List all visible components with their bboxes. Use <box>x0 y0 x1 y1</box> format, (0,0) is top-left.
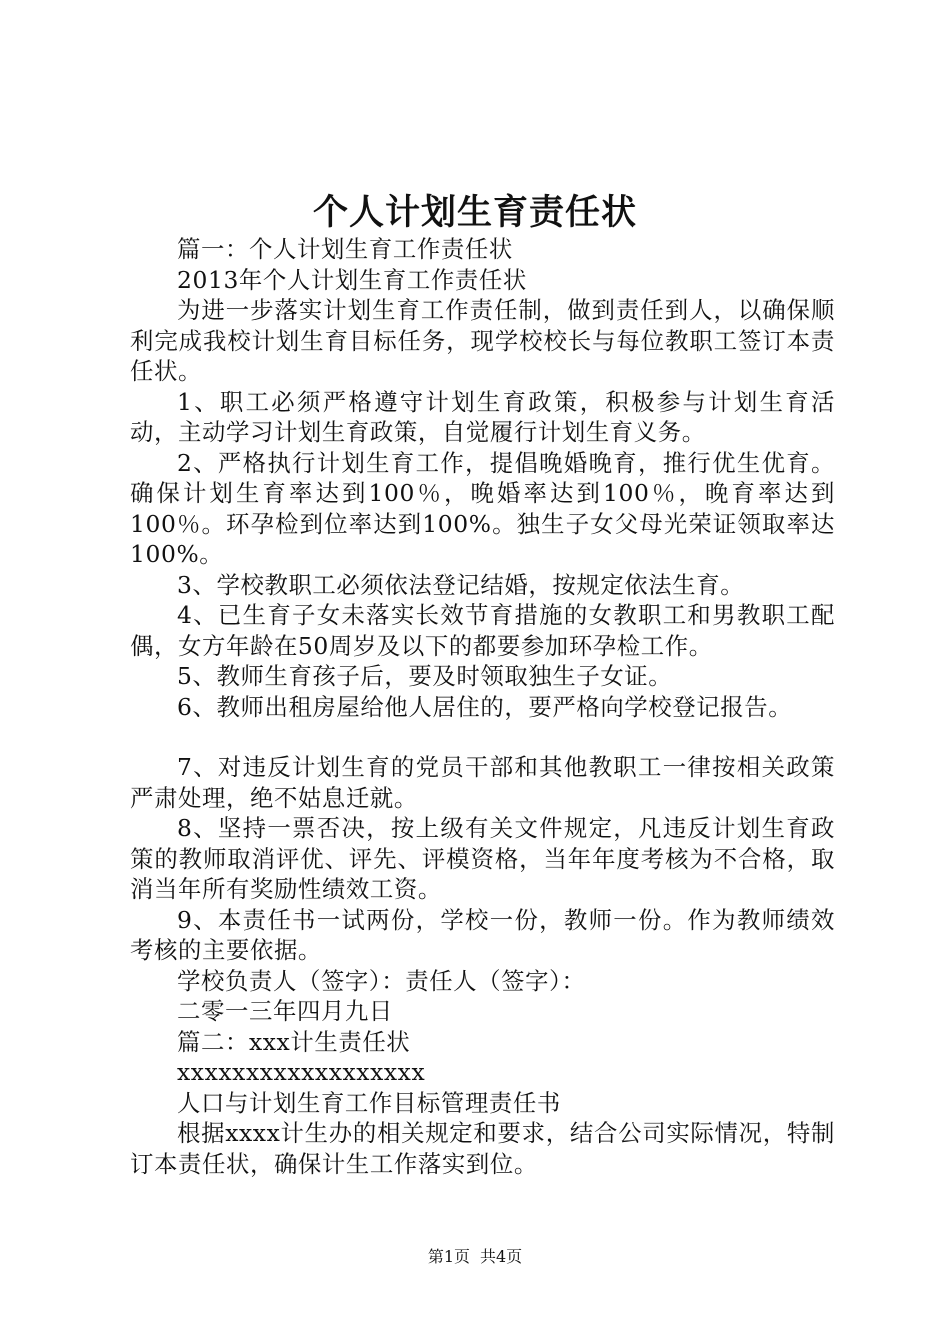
paragraph-subtitle: 2013年个人计划生育工作责任状 <box>177 265 527 294</box>
document-title: 个人计划生育责任状 <box>312 192 637 233</box>
paragraph-item-3: 3、学校教职工必须依法登记结婚，按规定依法生育。 <box>177 570 745 599</box>
paragraph-intro: 为进一步落实计划生育工作责任制，做到责任到人，以确保顺利完成我校计划生育目标任务，现学校校长与每位教职工签订本责任状。 <box>130 296 835 385</box>
paragraph-item-9: 9、本责任书一试两份，学校一份，教师一份。作为教师绩效考核的主要依据。 <box>130 905 835 964</box>
paragraph-item-5: 5、教师生育孩子后，要及时领取独生子女证。 <box>177 662 673 690</box>
page-total: 共4页 <box>480 1247 523 1266</box>
paragraph-item-7: 7、对违反计划生育的党员干部和其他教职工一律按相关政策严肃处理，绝不姑息迁就。 <box>130 753 835 812</box>
blank-line <box>130 722 835 752</box>
paragraph-item-2: 2、严格执行计划生育工作，提倡晚婚晚育，推行优生优育。确保计划生育率达到100％，晚婚率达到100％，晚育率达到100％。环孕检到位率达到100%。独生子女父母光荣证领取率达100%。 <box>130 448 835 568</box>
paragraph-item-1: 1、职工必须严格遵守计划生育政策，积极参与计划生育活动，主动学习计划生育政策，自觉履行计划生育义务。 <box>130 387 835 446</box>
paragraph-item-4: 4、已生育子女未落实长效节育措施的女教职工和男教职工配偶，女方年龄在50周岁及以下的都要参加环孕检工作。 <box>130 601 835 660</box>
paragraph-date: 二零一三年四月九日 <box>177 997 393 1025</box>
paragraph-subheading: 人口与计划生育工作目标管理责任书 <box>177 1088 561 1117</box>
paragraph-signatures: 学校负责人（签字）：责任人（签字）： <box>177 966 586 995</box>
paragraph-item-8: 8、坚持一票否决，按上级有关文件规定，凡违反计划生育政策的教师取消评优、评先、评模资格，当年年度考核为不合格，取消当年所有奖励性绩效工资。 <box>130 814 835 903</box>
paragraph-basis: 根据xxxx计生办的相关规定和要求，结合公司实际情况，特制订本责任状，确保计生工作落实到位。 <box>130 1119 835 1178</box>
document-body <box>130 234 835 1179</box>
paragraph-heading-one: 篇一：个人计划生育工作责任状 <box>177 235 513 263</box>
paragraph-heading-two: 篇二：xxx计生责任状 <box>177 1027 411 1056</box>
page-footer <box>0 1244 950 1267</box>
page-number: 第1页 <box>427 1247 470 1266</box>
paragraph-placeholder: xxxxxxxxxxxxxxxxxx <box>177 1058 426 1086</box>
paragraph-item-6: 6、教师出租房屋给他人居住的，要严格向学校登记报告。 <box>177 692 793 721</box>
